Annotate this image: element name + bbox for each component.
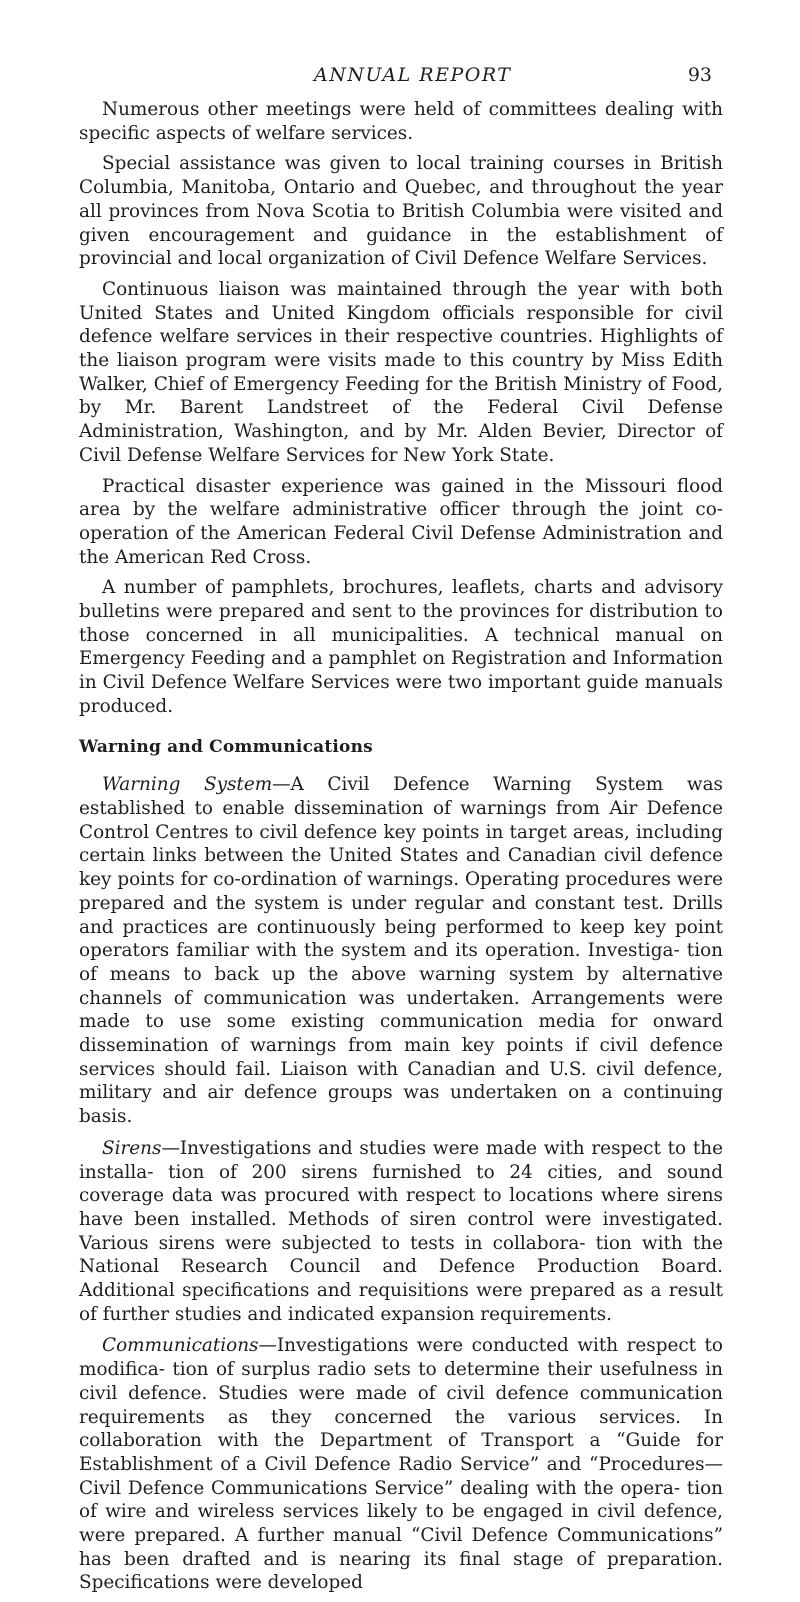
paragraph-lead-sirens: Sirens (102, 1137, 162, 1159)
section-heading: Warning and Communications (79, 736, 373, 757)
running-header (0, 64, 800, 90)
paragraph-committee-meetings: Numerous other meetings were held of committees dealing with specific aspects of welfare services. (79, 99, 723, 144)
paragraph-warning-system (79, 773, 723, 1129)
paragraph-lead-warning-system: Warning System (102, 774, 273, 796)
paragraph-disaster-experience: Practical disaster experience was gained in the Missouri flood area by the welfare administrative officer through the joint co-operation of the American Federal Civil Defense Administration and the American Red Cross. (79, 475, 723, 568)
body-text (79, 98, 723, 1602)
paragraph-text-sirens: —Investigations and studies were made with respect to the installa- tion of 200 sirens furnished to 24 cities, and sound coverage data was procured with respect to locations where sirens have been installed. Methods of siren control were investigated. Various sirens were subjected to tests in collabora- tion with the National Research Council and Defence Production Board. Additional specifications and requisitions were prepared as a result of further studies and indicated expansion requirements. (79, 1137, 723, 1325)
paragraph-sirens (79, 1137, 723, 1327)
paragraph-training-courses: Special assistance was given to local training courses in British Columbia, Manitoba, Ontario and Quebec, and throughout the year all provinces from Nova Scotia to British Columbia were visited and given encouragement and guidance in the establishment of provincial and local organization of Civil Defence Welfare Services. (79, 153, 723, 270)
page-number: 93 (687, 64, 712, 86)
paragraph-lead-communications: Communications (102, 1335, 259, 1357)
paragraph-text-communications: —Investigations were conducted with respect to modifica- tion of surplus radio sets to determine their usefulness in civil defence. Studies were made of civil defence communication requirements as they concerned the various services. In collaboration with the Department of Transport a “Guide for Establishment of a Civil Defence Radio Service” and “Procedures—Civil Defence Communications Service” dealing with the opera- tion of wire and wireless services likely to be engaged in civil defence, were prepared. A further manual “Civil Defence Communications” has been drafted and is nearing its final stage of preparation. Specifications were developed (79, 1335, 723, 1594)
paragraph-communications (79, 1334, 723, 1595)
running-title: ANNUAL REPORT (314, 64, 512, 86)
paragraph-text-warning-system: —A Civil Defence Warning System was established to enable dissemination of warnings from Air Defence Control Centres to civil defence key points in target areas, including certain links between the United States and Canadian civil defence key points for co-ordination of warnings. Operating procedures were prepared and the system is under regular and constant test. Drills and practices are continuously being performed to keep key point operators familiar with the system and its operation. Investiga- tion of means to back up the above warning system by alternative channels of communication was undertaken. Arrangements were made to use some existing communication media for onward dissemination of warnings from main key points if civil defence services should fail. Liaison with Canadian and U.S. civil defence, military and air defence groups was undertaken on a continuing basis. (79, 774, 723, 1128)
paragraph-pamphlets: A number of pamphlets, brochures, leaflets, charts and advisory bulletins were prepared and sent to the provinces for distribution to those concerned in all municipalities. A technical manual on Emergency Feeding and a pamphlet on Registration and Information in Civil Defence Welfare Services were two important guide manuals produced. (79, 577, 723, 717)
paragraph-liaison: Continuous liaison was maintained through the year with both United States and United Kingdom officials responsible for civil defence welfare services in their respective countries. Highlights of the liaison program were visits made to this country by Miss Edith Walker, Chief of Emergency Feeding for the British Ministry of Food, by Mr. Barent Landstreet of the Federal Civil Defense Administration, Washington, and by Mr. Alden Bevier, Director of Civil Defense Welfare Services for New York State. (79, 278, 723, 466)
